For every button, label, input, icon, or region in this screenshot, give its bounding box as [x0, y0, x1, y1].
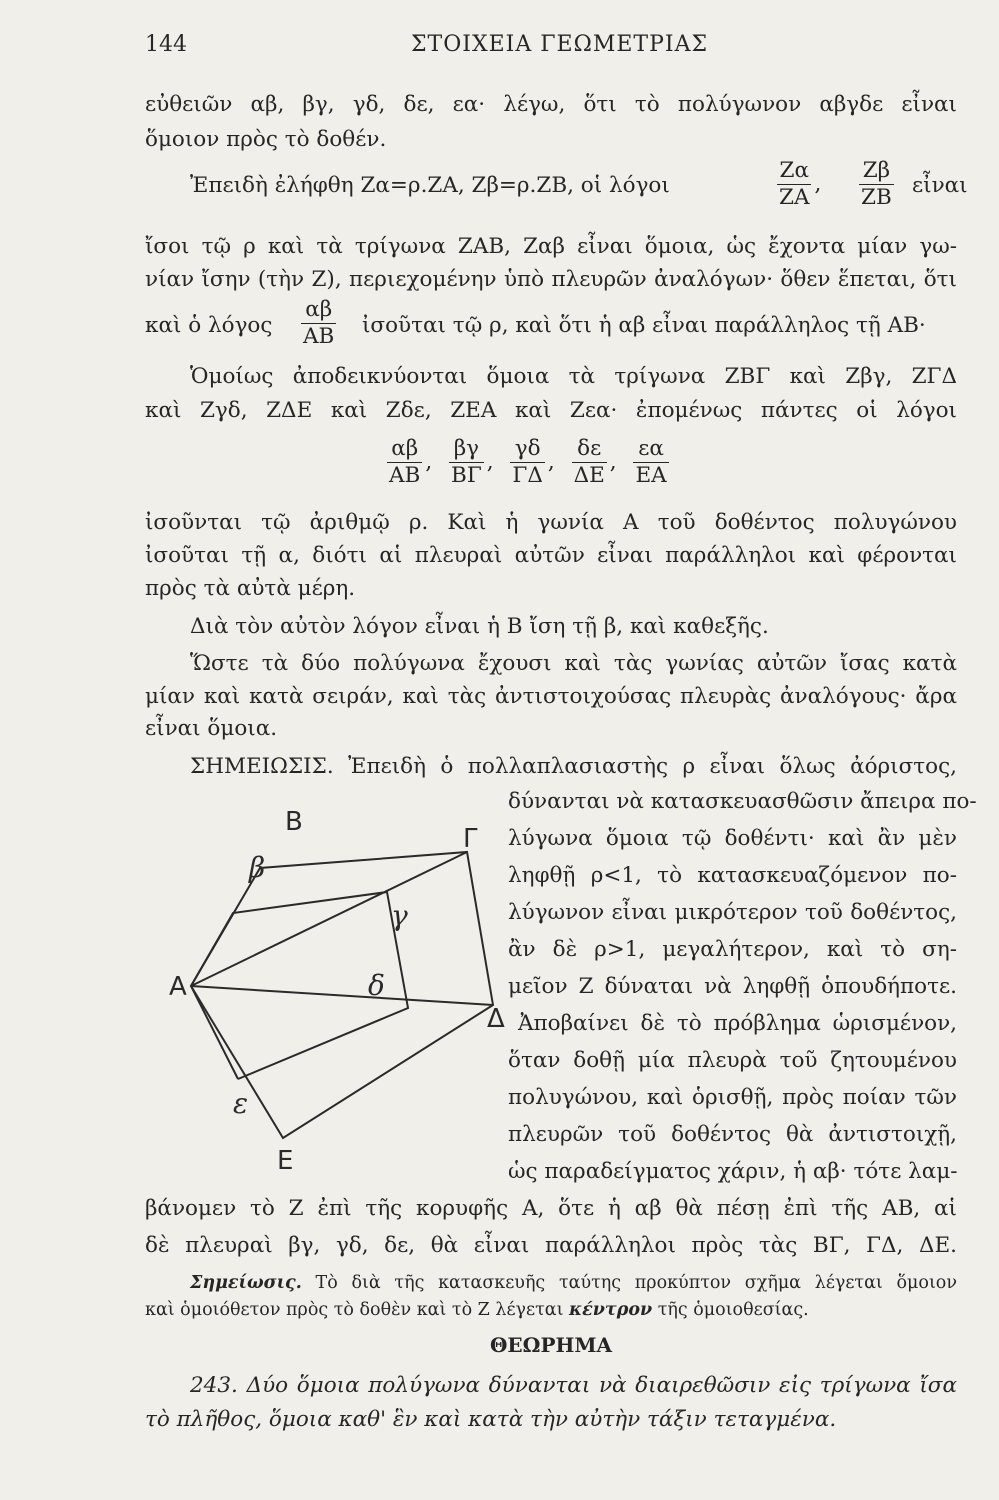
fraction-numerator: αβ	[391, 436, 419, 461]
notes-line: ὡς παραδείγματος χάριν, ἡ αβ· τότε λαμ-	[508, 1159, 958, 1184]
fraction-denominator: ΕΑ	[635, 463, 667, 488]
remark-label: Σημείωσις.	[190, 1273, 302, 1293]
running-title: ΣΤΟΙΧΕΙΑ ΓΕΩΜΕΤΡΙΑΣ	[411, 32, 709, 57]
text-line: ἰσοῦται τῷ ρ, καὶ ὅτι ἡ αβ εἶναι παράλληλος τῇ ΑΒ·	[362, 313, 926, 338]
fraction-denominator: ΒΓ	[451, 463, 482, 488]
label-B: Β	[285, 807, 303, 837]
fraction-denominator: ΓΔ	[512, 463, 543, 488]
text-line: ἰσοῦται τῇ α, διότι αἱ πλευραὶ αὐτῶν εἶναι παράλληλοι καὶ φέρονται	[145, 543, 957, 568]
text-line: Ἐπειδὴ ἐλήφθη Ζα=ρ.ΖΑ, Ζβ=ρ.ΖΒ, οἱ λόγοι	[190, 173, 670, 198]
notes-line: ληφθῇ ρ<1, τὸ κατασκευαζόμενον πο-	[508, 863, 957, 888]
remark-text: καὶ ὁμοιόθετον πρὸς τὸ δοθὲν καὶ τὸ Ζ λέγεται	[145, 1300, 564, 1320]
fraction-denominator: ΖΒ	[861, 185, 892, 210]
comma: ,	[609, 449, 617, 475]
fraction-row	[384, 436, 672, 489]
fraction-denominator: ΑΒ	[303, 324, 335, 349]
text-line: ἰσοῦνται τῷ ἀριθμῷ ρ. Καὶ ἡ γωνία Α τοῦ δοθέντος πολυγώνου	[145, 510, 957, 535]
notes-line: δύνανται νὰ κατασκευασθῶσιν ἄπειρα πο-	[508, 789, 977, 814]
fraction	[856, 158, 897, 211]
theorem-text: Δύο ὅμοια πολύγωνα δύνανται νὰ διαιρεθῶσιν εἰς τρίγωνα ἴσα	[246, 1373, 958, 1398]
page-header	[145, 28, 957, 62]
theorem-line: τὸ πλῆθος, ὅμοια καθ' ἓν καὶ κατὰ τὴν αὐτὴν τάξιν τεταγμένα.	[145, 1407, 837, 1432]
text-line: Ὁμοίως ἀποδεικνύονται ὅμοια τὰ τρίγωνα ΖΒΓ καὶ Ζβγ, ΖΓΔ	[190, 364, 957, 389]
label-b: β	[249, 851, 266, 884]
text-line: Ὥστε τὰ δύο πολύγωνα ἔχουσι καὶ τὰς γωνίας αὐτῶν ἴσας κατὰ	[190, 651, 957, 676]
label-e: ε	[233, 1087, 249, 1120]
label-D: Δ	[487, 1004, 505, 1034]
fraction-numerator: αβ	[305, 297, 333, 322]
comma: ,	[486, 449, 494, 475]
label-E: Ε	[277, 1146, 294, 1176]
theorem-number: 243.	[190, 1373, 238, 1398]
notes-line: Ἀποβαίνει δὲ τὸ πρόβλημα ὡρισμένον,	[518, 1011, 957, 1036]
remark-text: Τὸ διὰ τῆς κατασκευῆς ταύτης προκύπτον σχῆμα λέγεται ὅμοιον	[315, 1273, 957, 1293]
remark-term: κέντρον	[569, 1300, 653, 1320]
text-line: ὅμοιον πρὸς τὸ δοθέν.	[145, 127, 387, 152]
text-line: εὐθειῶν αβ, βγ, γδ, δε, εα· λέγω, ὅτι τὸ πολύγωνον αβγδε εἶναι	[145, 92, 957, 117]
text-line: εἶναι ὅμοια.	[145, 716, 278, 741]
remark-line	[145, 1295, 957, 1325]
notes-line: ὅταν δοθῇ μία πλευρὰ τοῦ ζητουμένου	[508, 1048, 957, 1073]
text-line: ἴσοι τῷ ρ καὶ τὰ τρίγωνα ΖΑΒ, Ζαβ εἶναι ὅμοια, ὡς ἔχοντα μίαν γω-	[145, 234, 957, 259]
label-d: δ	[368, 969, 385, 1002]
text-line: μίαν καὶ κατὰ σειράν, καὶ τὰς ἀντιστοιχούσας πλευρὰς ἀναλόγους· ἄρα	[145, 684, 957, 709]
notes-line: βάνομεν τὸ Ζ ἐπὶ τῆς κορυφῆς Α, ὅτε ἡ αβ θὰ πέσῃ ἐπὶ τῆς ΑΒ, αἱ	[145, 1196, 957, 1221]
theorem-heading: ΘΕΩΡΗΜΑ	[489, 1333, 613, 1357]
notes-line: μεῖον Ζ δύναται νὰ ληφθῇ ὁπουδήποτε.	[508, 974, 957, 999]
fraction-denominator: ΔΕ	[573, 463, 605, 488]
fraction-numerator: βγ	[453, 436, 480, 461]
text-line: καὶ ὁ λόγος	[145, 313, 273, 338]
label-A: Α	[169, 972, 187, 1002]
notes-line: λύγωνον εἶναι μικρότερον τοῦ δοθέντος,	[508, 900, 957, 925]
remark-line	[145, 1268, 957, 1298]
fraction-numerator: δε	[577, 436, 602, 461]
text-line: νίαν ἴσην (τὴν Ζ), περιεχομένην ὑπὸ πλευρῶν ἀναλόγων· ὅθεν ἕπεται, ὅτι	[145, 267, 957, 292]
notes-line: πολυγώνου, καὶ ὁρισθῇ, πρὸς ποίαν τῶν	[508, 1085, 957, 1110]
text-line: καὶ Ζγδ, ΖΔΕ καὶ Ζδε, ΖΕΑ καὶ Ζεα· ἐπομένως πάντες οἱ λόγοι	[145, 398, 957, 423]
geometry-figure	[165, 795, 505, 1176]
fraction-numerator: Ζα	[779, 158, 809, 183]
notes-line: πλευρῶν τοῦ δοθέντος θὰ ἀντιστοιχῇ,	[508, 1122, 957, 1147]
notes-line: λύγωνα ὅμοια τῷ δοθέντι· καὶ ἂν μὲν	[508, 826, 957, 851]
notes-line: ΣΗΜΕΙΩΣΙΣ. Ἐπειδὴ ὁ πολλαπλασιαστὴς ρ εἶναι ὅλως ἀόριστος,	[190, 754, 957, 779]
page-number: 144	[145, 32, 187, 57]
fraction	[774, 158, 821, 211]
text-line: εἶναι	[912, 173, 968, 198]
label-G: Γ	[463, 824, 478, 854]
fraction	[298, 297, 339, 350]
label-g: γ	[391, 899, 408, 932]
fraction-denominator: ΑΒ	[389, 463, 421, 488]
remark-text: τῆς ὁμοιοθεσίας.	[657, 1300, 809, 1320]
fraction-numerator: Ζβ	[862, 158, 891, 183]
diagonal-ad	[191, 986, 493, 1005]
fraction-numerator: εα	[638, 436, 664, 461]
diagonal-ag	[191, 852, 467, 986]
text-line: πρὸς τὰ αὐτὰ μέρη.	[145, 576, 356, 601]
comma: ,	[425, 449, 433, 475]
text-line: Διὰ τὸν αὐτὸν λόγον εἶναι ἡ Β ἴση τῇ β, καὶ καθεξῆς.	[190, 614, 769, 639]
fraction-numerator: γδ	[514, 436, 541, 461]
fraction-denominator: ΖΑ	[779, 185, 810, 210]
theorem-line	[145, 1371, 957, 1401]
comma: ,	[814, 171, 822, 197]
notes-line: ἂν δὲ ρ>1, μεγαλήτερον, καὶ τὸ ση-	[508, 937, 957, 962]
comma: ,	[547, 449, 555, 475]
notes-line: δὲ πλευραὶ βγ, γδ, δε, θὰ εἶναι παράλληλοι πρὸς τὰς ΒΓ, ΓΔ, ΔΕ.	[145, 1233, 957, 1258]
inner-side-ea	[191, 986, 238, 1079]
